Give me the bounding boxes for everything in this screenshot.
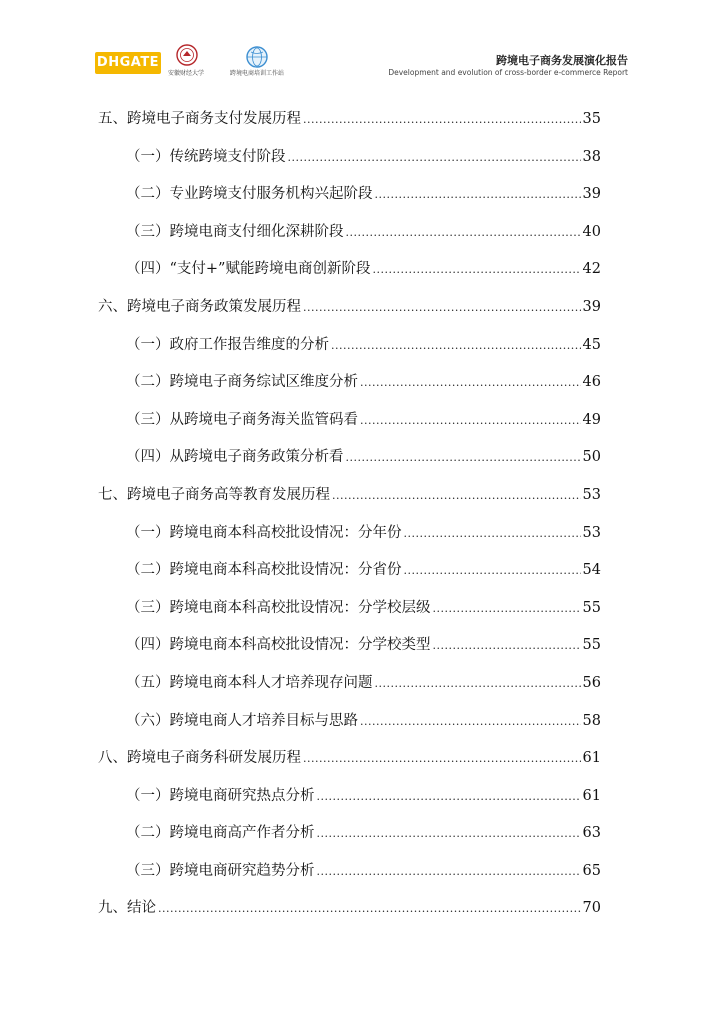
toc-dot-leader bbox=[331, 333, 581, 359]
toc-entry-label: （一）传统跨境支付阶段 bbox=[126, 148, 286, 165]
toc-entry-label: （二）专业跨境支付服务机构兴起阶段 bbox=[126, 186, 373, 203]
toc-entry-label: （一）跨境电商本科高校批设情况：分年份 bbox=[126, 524, 402, 541]
toc-entry-label: （三）跨境电商研究趋势分析 bbox=[126, 862, 315, 879]
toc-entry-label: （二）跨境电商高产作者分析 bbox=[126, 825, 315, 842]
toc-entry-label: （三）跨境电商支付细化深耕阶段 bbox=[126, 223, 344, 240]
toc-page-number: 56 bbox=[582, 674, 601, 691]
toc-dot-leader bbox=[332, 483, 581, 509]
toc-dot-leader bbox=[346, 445, 581, 471]
toc-entry-label: 六、跨境电子商务政策发展历程 bbox=[98, 298, 301, 315]
toc-dot-leader bbox=[317, 821, 581, 847]
toc-dot-leader bbox=[375, 671, 581, 697]
toc-entry-label: （二）跨境电商本科高校批设情况：分省份 bbox=[126, 562, 402, 579]
toc-page-number: 46 bbox=[582, 374, 601, 391]
toc-page-number: 53 bbox=[582, 524, 601, 541]
toc-entry-label: （五）跨境电商本科人才培养现存问题 bbox=[126, 674, 373, 691]
toc-dot-leader bbox=[433, 596, 581, 622]
toc-page-number: 55 bbox=[582, 599, 601, 616]
toc-page-number: 39 bbox=[582, 186, 601, 203]
toc-page-number: 65 bbox=[582, 862, 601, 879]
toc-section-entry[interactable] bbox=[98, 595, 601, 633]
toc-entry-label: （一）政府工作报告维度的分析 bbox=[126, 336, 329, 353]
toc-dot-leader bbox=[158, 896, 581, 922]
toc-section-entry[interactable] bbox=[98, 444, 601, 482]
toc-section-entry[interactable] bbox=[98, 820, 601, 858]
toc-page-number: 63 bbox=[582, 825, 601, 842]
toc-page-number: 55 bbox=[582, 637, 601, 654]
toc-entry-label: （六）跨境电商人才培养目标与思路 bbox=[126, 712, 358, 729]
toc-page-number: 50 bbox=[582, 449, 601, 466]
dhgate-logo: DHGATE bbox=[95, 52, 161, 74]
report-subtitle: Development and evolution of cross-border e-commerce Report bbox=[388, 68, 628, 77]
toc-entry-label: 七、跨境电子商务高等教育发展历程 bbox=[98, 486, 330, 503]
toc-entry-label: （三）从跨境电子商务海关监管码看 bbox=[126, 411, 358, 428]
toc-page-number: 70 bbox=[582, 900, 601, 917]
toc-chapter-entry[interactable] bbox=[98, 745, 601, 783]
toc-page-number: 53 bbox=[582, 486, 601, 503]
toc-page-number: 49 bbox=[582, 411, 601, 428]
toc-dot-leader bbox=[303, 746, 581, 772]
seal1-caption: 安徽财经大学 bbox=[168, 70, 205, 77]
toc-chapter-entry[interactable] bbox=[98, 482, 601, 520]
toc-page-number: 39 bbox=[582, 298, 601, 315]
toc-dot-leader bbox=[404, 558, 581, 584]
seal2-caption: 跨境电商培训工作站 bbox=[230, 70, 285, 77]
toc-dot-leader bbox=[303, 295, 581, 321]
toc-section-entry[interactable] bbox=[98, 670, 601, 708]
toc-section-entry[interactable] bbox=[98, 219, 601, 257]
toc-section-entry[interactable] bbox=[98, 369, 601, 407]
toc-entry-label: （四）从跨境电子商务政策分析看 bbox=[126, 449, 344, 466]
page-header bbox=[0, 0, 724, 96]
toc-dot-leader bbox=[288, 145, 581, 171]
toc-page-number: 58 bbox=[582, 712, 601, 729]
toc-section-entry[interactable] bbox=[98, 256, 601, 294]
toc-dot-leader bbox=[404, 521, 581, 547]
toc-dot-leader bbox=[317, 859, 581, 885]
toc-entry-label: （四）跨境电商本科高校批设情况：分学校类型 bbox=[126, 637, 431, 654]
toc-section-entry[interactable] bbox=[98, 708, 601, 746]
toc-entry-label: （一）跨境电商研究热点分析 bbox=[126, 787, 315, 804]
toc-dot-leader bbox=[346, 220, 581, 246]
toc-section-entry[interactable] bbox=[98, 632, 601, 670]
toc-entry-label: 五、跨境电子商务支付发展历程 bbox=[98, 111, 301, 127]
table-of-contents bbox=[98, 106, 601, 933]
toc-page-number: 35 bbox=[582, 111, 601, 127]
toc-dot-leader bbox=[375, 182, 581, 208]
globe-seal-icon bbox=[246, 46, 268, 68]
toc-entry-label: 八、跨境电子商务科研发展历程 bbox=[98, 750, 301, 767]
toc-dot-leader bbox=[433, 633, 581, 659]
toc-entry-label: （三）跨境电商本科高校批设情况：分学校层级 bbox=[126, 599, 431, 616]
toc-section-entry[interactable] bbox=[98, 407, 601, 445]
toc-page-number: 45 bbox=[582, 336, 601, 353]
toc-dot-leader bbox=[360, 370, 581, 396]
toc-dot-leader bbox=[317, 784, 581, 810]
toc-section-entry[interactable] bbox=[98, 144, 601, 182]
toc-page-number: 61 bbox=[582, 750, 601, 767]
toc-dot-leader bbox=[360, 709, 581, 735]
toc-chapter-entry[interactable] bbox=[98, 895, 601, 933]
toc-page-number: 54 bbox=[582, 562, 601, 579]
toc-section-entry[interactable] bbox=[98, 332, 601, 370]
toc-section-entry[interactable] bbox=[98, 783, 601, 821]
toc-entry-label: 九、结论 bbox=[98, 900, 156, 917]
toc-section-entry[interactable] bbox=[98, 557, 601, 595]
toc-dot-leader bbox=[360, 408, 581, 434]
report-title: 跨境电子商务发展演化报告 bbox=[496, 54, 628, 67]
toc-section-entry[interactable] bbox=[98, 520, 601, 558]
toc-page-number: 38 bbox=[582, 148, 601, 165]
toc-entry-label: （四）“支付+”赋能跨境电商创新阶段 bbox=[126, 261, 371, 278]
toc-dot-leader bbox=[372, 257, 580, 283]
toc-page-number: 40 bbox=[582, 223, 601, 240]
toc-chapter-entry[interactable] bbox=[98, 106, 601, 144]
toc-page-number: 42 bbox=[582, 261, 601, 278]
toc-chapter-entry[interactable] bbox=[98, 294, 601, 332]
toc-dot-leader bbox=[303, 107, 581, 133]
toc-section-entry[interactable] bbox=[98, 858, 601, 896]
toc-page-number: 61 bbox=[582, 787, 601, 804]
university-seal-icon bbox=[176, 44, 198, 66]
toc-section-entry[interactable] bbox=[98, 181, 601, 219]
toc-entry-label: （二）跨境电子商务综试区维度分析 bbox=[126, 374, 358, 391]
